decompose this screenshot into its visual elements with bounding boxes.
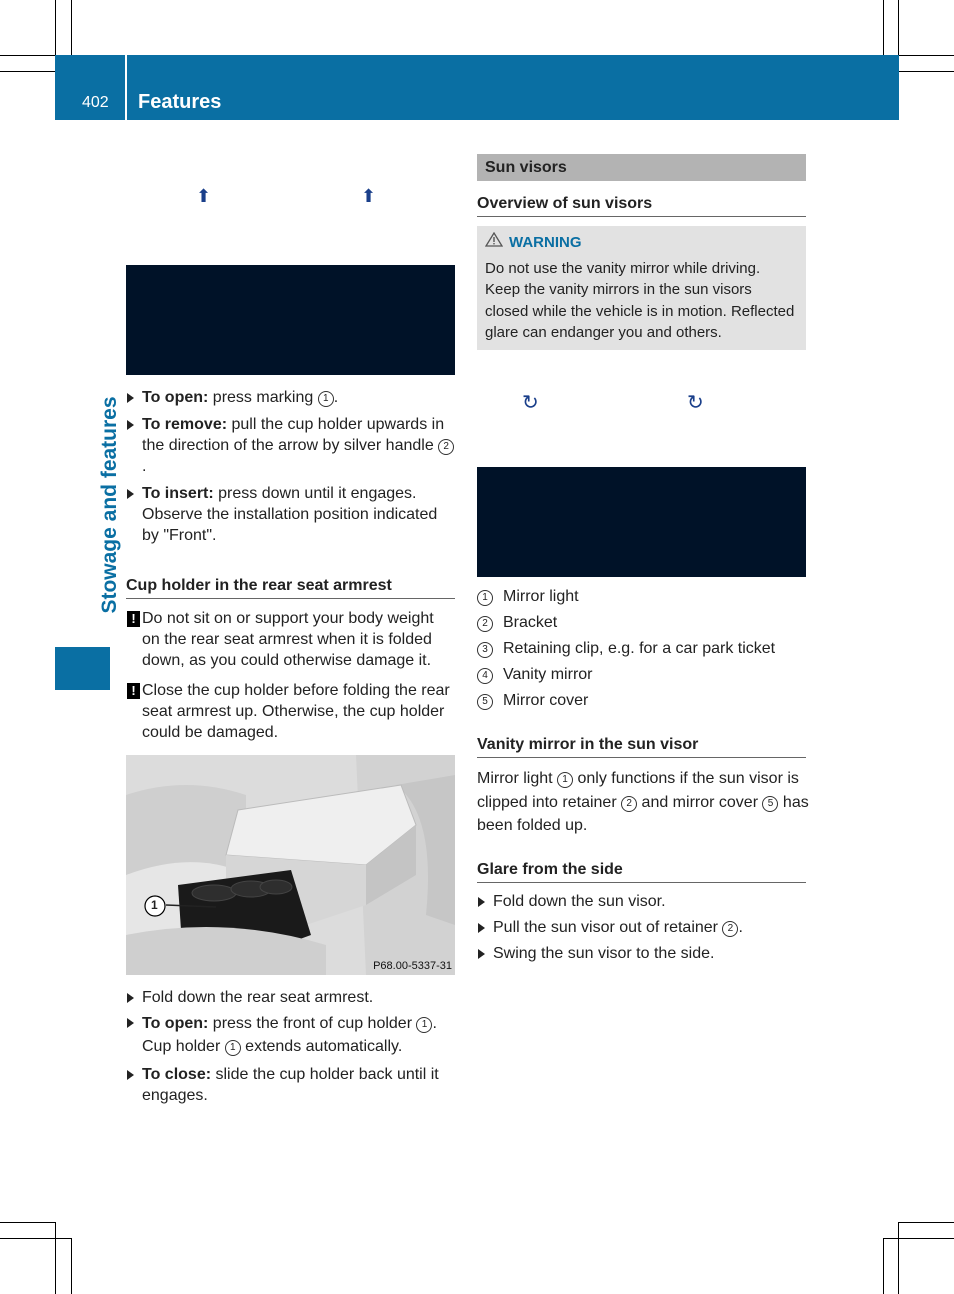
page-number: 402 bbox=[82, 94, 109, 111]
warning-header bbox=[485, 232, 798, 254]
bullet-arrow-icon bbox=[478, 949, 485, 959]
step-text: . bbox=[333, 389, 339, 406]
warning-triangle-icon bbox=[485, 232, 503, 254]
callout-number-icon: 1 bbox=[318, 391, 334, 407]
overview-heading: Overview of sun visors bbox=[477, 193, 806, 217]
step-text: press marking bbox=[208, 389, 318, 406]
step-label: To open: bbox=[142, 389, 209, 406]
callout-number-icon: 2 bbox=[621, 796, 637, 812]
glare-section bbox=[477, 859, 806, 964]
crop-mark bbox=[898, 1222, 899, 1294]
rear-armrest-section bbox=[126, 575, 455, 743]
step-label: To insert: bbox=[142, 485, 214, 502]
sun-visor-figure bbox=[477, 467, 806, 577]
instruction-step bbox=[477, 917, 806, 938]
rear-armrest-steps bbox=[126, 987, 458, 1106]
bullet-arrow-icon bbox=[127, 1070, 134, 1080]
crop-mark bbox=[0, 1238, 71, 1239]
callout-number-icon: 5 bbox=[477, 694, 493, 710]
legend-label: Mirror cover bbox=[503, 692, 589, 709]
warning-box bbox=[477, 226, 806, 350]
warning-title: WARNING bbox=[509, 234, 582, 251]
side-chapter-text: Stowage and features bbox=[98, 396, 121, 614]
paragraph-text: and mirror cover bbox=[637, 793, 763, 811]
callout-number-icon: 2 bbox=[438, 439, 454, 455]
page-header bbox=[55, 55, 899, 120]
instruction-step bbox=[477, 943, 806, 964]
bullet-arrow-icon bbox=[127, 420, 134, 430]
callout-number-icon: 5 bbox=[762, 796, 778, 812]
note-text: Do not sit on or support your body weight on the rear seat armrest when it is folded down, as you could otherwise damage it. bbox=[142, 610, 434, 669]
step-label: To remove: bbox=[142, 416, 228, 433]
instruction-step bbox=[126, 387, 458, 408]
crop-mark bbox=[899, 55, 954, 56]
instruction-step bbox=[126, 987, 458, 1008]
damage-note bbox=[126, 608, 455, 671]
step-text: . Cup holder bbox=[142, 1015, 437, 1055]
legend-item bbox=[477, 636, 806, 662]
crop-mark bbox=[899, 71, 954, 72]
bullet-arrow-icon bbox=[127, 393, 134, 403]
step-text: pull the cup holder upwards in the direction of the arrow by silver handle bbox=[142, 416, 445, 454]
legend-label: Vanity mirror bbox=[503, 666, 593, 683]
legend-label: Mirror light bbox=[503, 588, 579, 605]
callout-number-icon: 2 bbox=[477, 616, 493, 632]
crop-mark bbox=[71, 1238, 72, 1294]
warning-text: Do not use the vanity mirror while driving. Keep the vanity mirrors in the sun visors closed while the vehicle is in motion. Reflected glare can endanger you and others. bbox=[485, 259, 795, 341]
legend-item bbox=[477, 662, 806, 688]
step-text: press the front of cup holder bbox=[208, 1015, 417, 1032]
instruction-step bbox=[477, 891, 806, 912]
photo-reference-code: P68.00-5337-31 bbox=[373, 960, 452, 972]
crop-mark bbox=[883, 1238, 954, 1239]
instruction-step bbox=[126, 1012, 458, 1058]
crop-mark bbox=[898, 0, 899, 55]
step-text: extends automatically. bbox=[240, 1038, 403, 1055]
step-text: Fold down the rear seat armrest. bbox=[142, 989, 374, 1006]
crop-mark bbox=[55, 0, 56, 55]
crop-mark bbox=[0, 71, 55, 72]
bullet-arrow-icon bbox=[478, 897, 485, 907]
crop-mark bbox=[0, 55, 55, 56]
step-text: press down until it engages. Observe the installation position indicated by "Front". bbox=[142, 485, 438, 544]
side-chapter-label bbox=[55, 380, 121, 640]
section-band: Sun visors bbox=[477, 154, 806, 181]
callout-number-icon: 4 bbox=[477, 668, 493, 684]
legend-item bbox=[477, 688, 806, 714]
step-text: Pull the sun visor out of retainer bbox=[493, 919, 723, 936]
exclamation-icon: ! bbox=[127, 611, 140, 627]
bullet-arrow-icon bbox=[127, 489, 134, 499]
side-chapter-tab bbox=[55, 647, 110, 690]
callout-number-icon: 1 bbox=[416, 1017, 432, 1033]
crop-mark bbox=[883, 1238, 884, 1294]
callout-number-icon: 3 bbox=[477, 642, 493, 658]
vanity-mirror-section bbox=[477, 734, 809, 838]
exclamation-icon: ! bbox=[127, 683, 140, 699]
rotate-arrow-icon: ↻ bbox=[522, 392, 539, 414]
header-divider bbox=[125, 55, 127, 120]
step-text: slide the cup holder back until it engages. bbox=[142, 1066, 439, 1104]
instruction-step bbox=[126, 483, 458, 546]
rear-armrest-illustration bbox=[126, 755, 455, 975]
legend-label: Retaining clip, e.g. for a car park ticket bbox=[503, 640, 776, 657]
callout-number-icon: 1 bbox=[225, 1040, 241, 1056]
crop-mark bbox=[883, 0, 884, 55]
paragraph-text: only functions if the sun visor is clipped into retainer bbox=[477, 770, 799, 811]
rear-armrest-photo bbox=[126, 755, 455, 975]
vanity-paragraph bbox=[477, 767, 809, 838]
instruction-step bbox=[126, 414, 458, 477]
up-arrow-icon: ⬆ bbox=[361, 186, 377, 206]
bullet-arrow-icon bbox=[127, 1018, 134, 1028]
crop-mark bbox=[899, 1222, 954, 1223]
sun-visors-section bbox=[477, 154, 806, 350]
crop-mark bbox=[0, 1222, 55, 1223]
legend-item bbox=[477, 610, 806, 636]
step-text: . bbox=[738, 919, 743, 936]
callout-number-icon: 1 bbox=[477, 590, 493, 606]
crop-mark bbox=[55, 1222, 56, 1294]
up-arrow-icon: ⬆ bbox=[196, 186, 212, 206]
rear-armrest-heading: Cup holder in the rear seat armrest bbox=[126, 575, 455, 599]
cup-holder-figure bbox=[126, 265, 455, 375]
crop-mark bbox=[71, 0, 72, 55]
note-text: Close the cup holder before folding the rear seat armrest up. Otherwise, the cup holder could be damaged. bbox=[142, 682, 450, 741]
rotate-arrow-icon: ↻ bbox=[687, 392, 704, 414]
step-text: Fold down the sun visor. bbox=[493, 893, 666, 910]
left-column-top bbox=[126, 387, 458, 546]
sun-visor-legend bbox=[477, 584, 806, 714]
bullet-arrow-icon bbox=[478, 923, 485, 933]
instruction-step bbox=[126, 1064, 458, 1106]
callout-number-icon: 2 bbox=[722, 921, 738, 937]
glare-heading: Glare from the side bbox=[477, 859, 806, 883]
step-text: Swing the sun visor to the side. bbox=[493, 945, 715, 962]
legend-item bbox=[477, 584, 806, 610]
step-label: To close: bbox=[142, 1066, 212, 1083]
section-title: Features bbox=[138, 91, 222, 113]
vanity-heading: Vanity mirror in the sun visor bbox=[477, 734, 806, 758]
damage-note bbox=[126, 680, 455, 743]
paragraph-text: Mirror light bbox=[477, 770, 558, 787]
paragraph-text: has been folded up. bbox=[477, 793, 809, 834]
legend-label: Bracket bbox=[503, 614, 558, 631]
bullet-arrow-icon bbox=[127, 993, 134, 1003]
step-label: To open: bbox=[142, 1015, 209, 1032]
step-text: . bbox=[142, 458, 147, 475]
callout-number-icon: 1 bbox=[557, 772, 573, 788]
photo-callout-number: 1 bbox=[151, 898, 158, 912]
